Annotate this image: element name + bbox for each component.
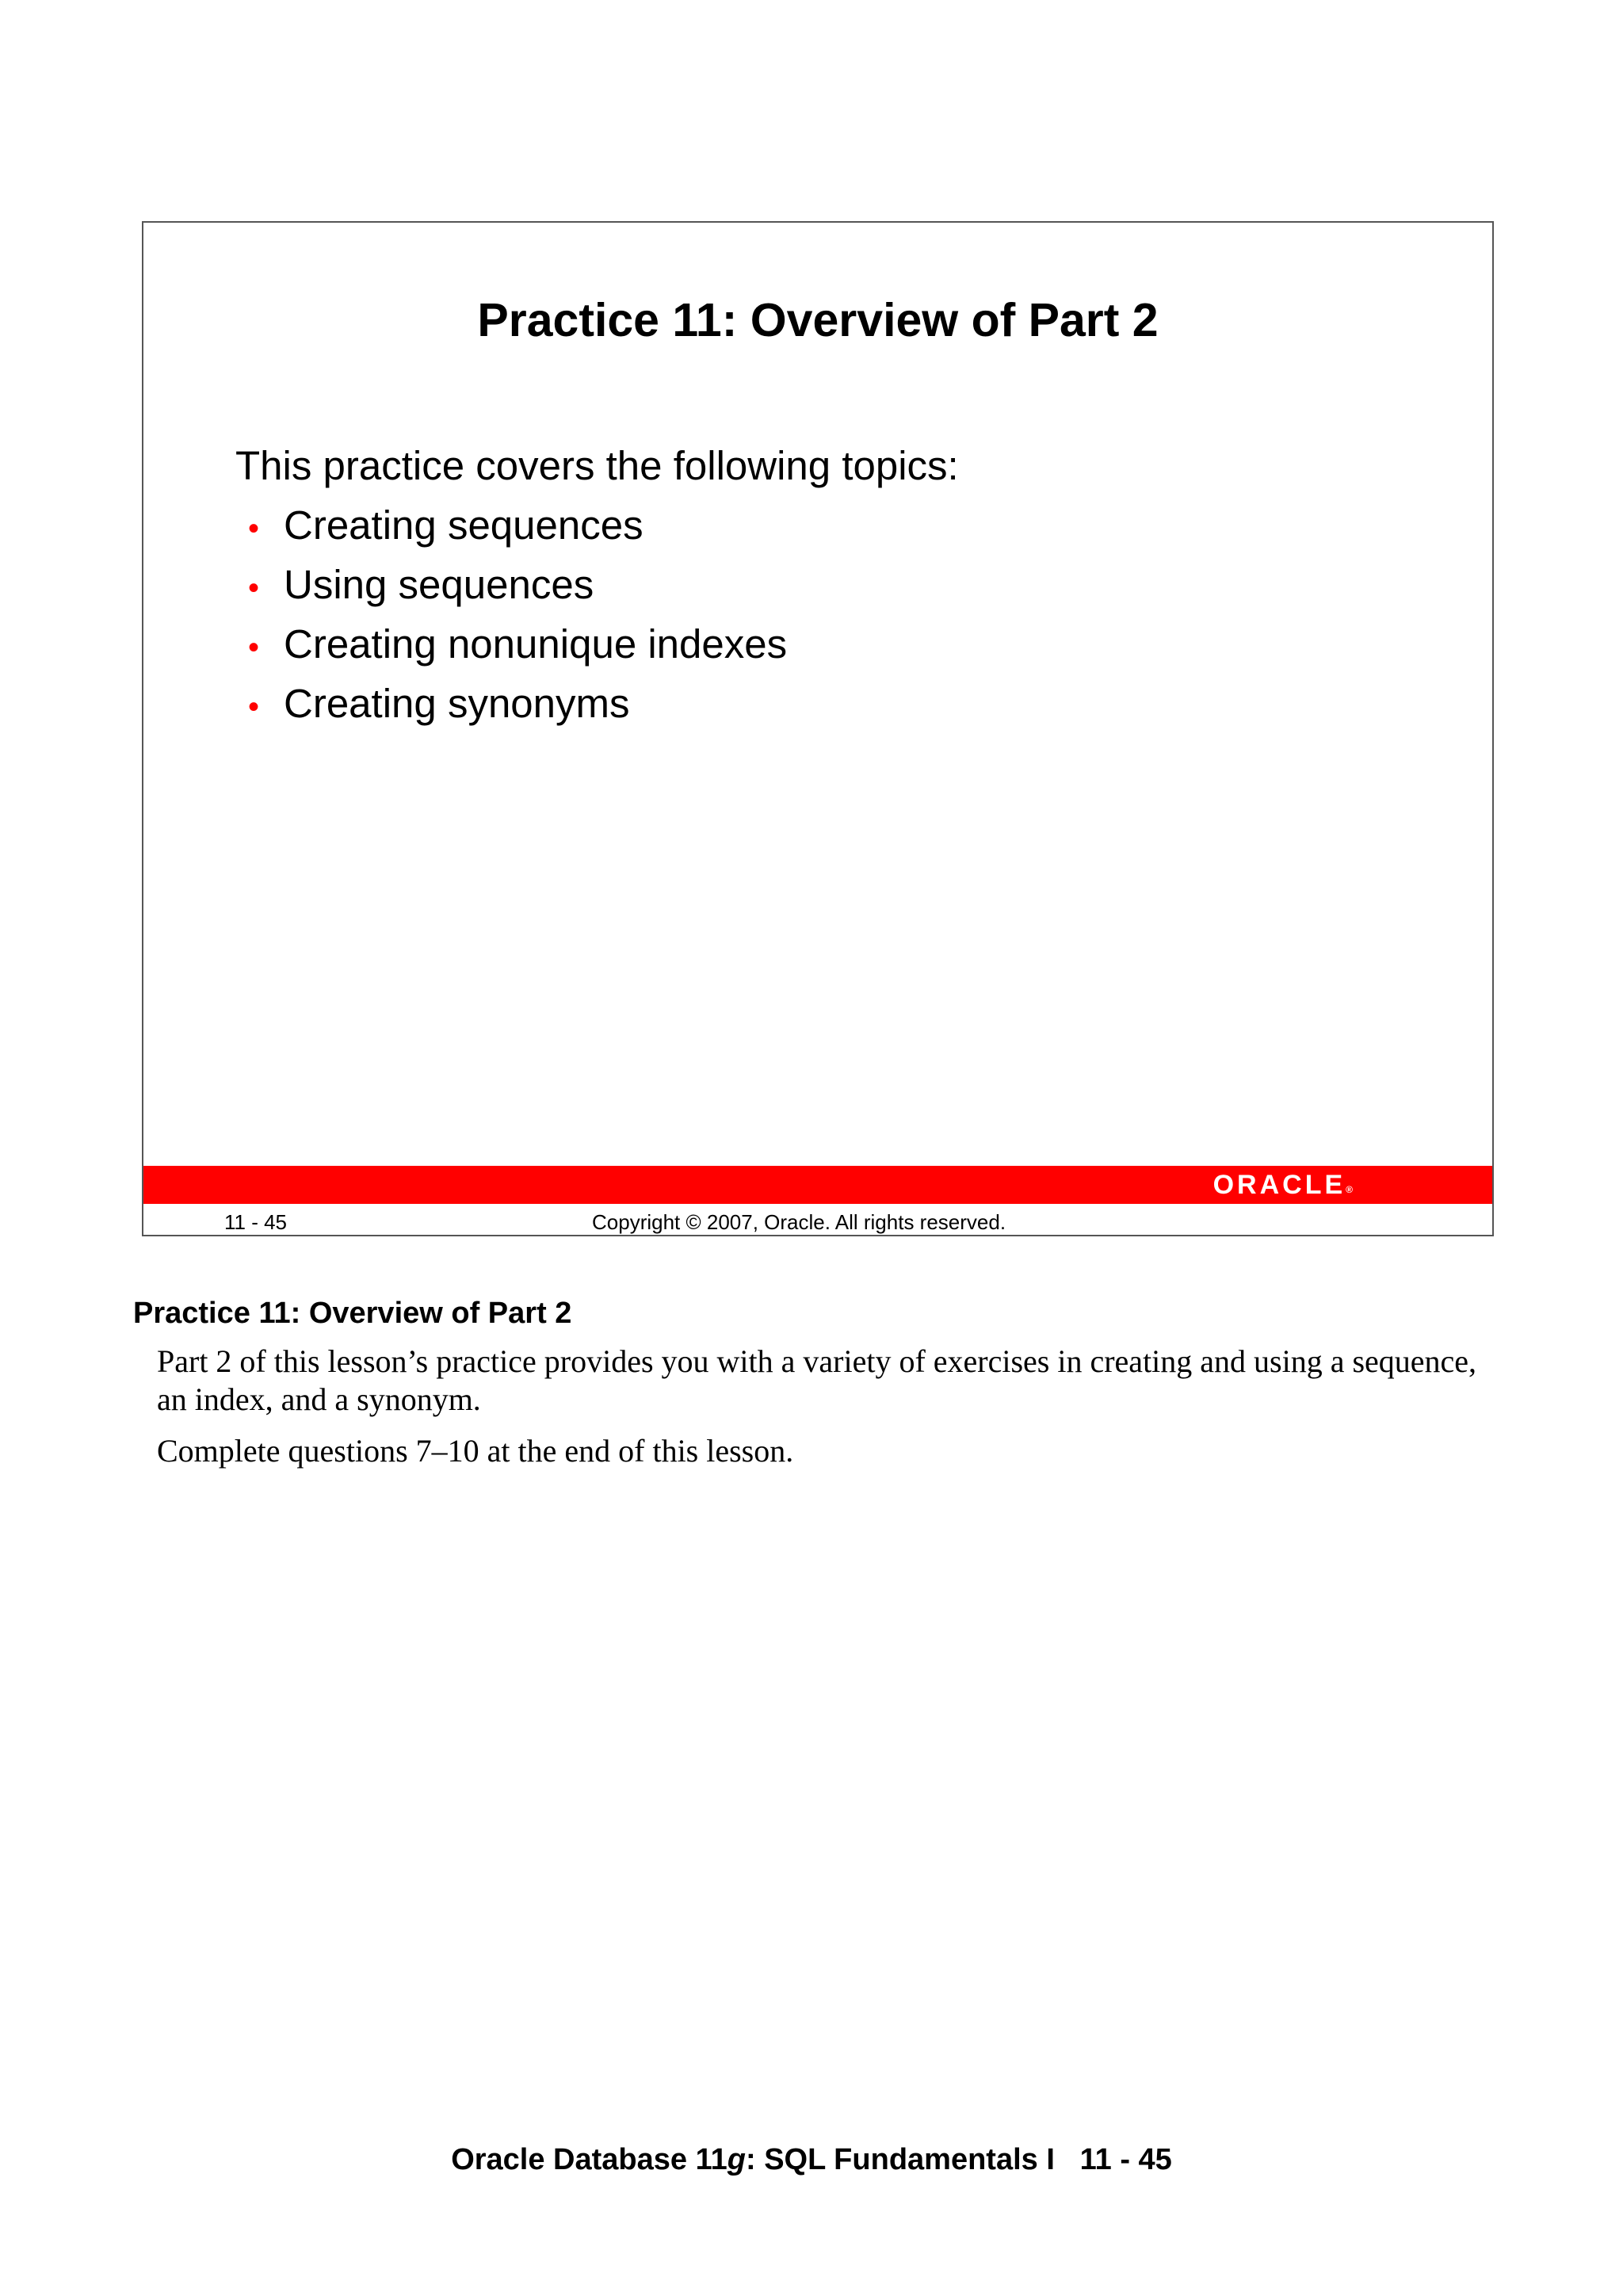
notes-heading: Practice 11: Overview of Part 2 [133,1297,572,1330]
slide-number: 11 - 45 [224,1210,288,1234]
topic-list [248,502,787,739]
slide-copyright: Copyright © 2007, Oracle. All rights reserved. [592,1210,1006,1234]
slide-intro: This practice covers the following topics: [235,443,959,488]
bullet-icon: • [248,511,260,546]
list-item [248,680,787,739]
bullet-icon: • [248,690,260,724]
footer-title-end: : SQL Fundamentals I [745,2143,1055,2176]
bullet-icon: • [248,630,260,665]
notes-paragraph: Part 2 of this lesson’s practice provides you with a variety of exercises in creating and using a sequence, an index, and a synonym. [157,1343,1477,1417]
list-item [248,502,787,561]
list-item [248,621,787,680]
notes-paragraph: Complete questions 7–10 at the end of this lesson. [157,1433,794,1469]
list-item [248,561,787,621]
brand-band [143,1166,1492,1204]
list-item-label: Creating synonyms [284,681,630,726]
oracle-logo-text: ORACLE [1212,1170,1346,1200]
slide-title: Practice 11: Overview of Part 2 [477,294,1159,346]
bullet-icon: • [248,571,260,606]
oracle-logo [1213,1169,1353,1201]
slide-frame [142,221,1494,1236]
footer-page-number: 11 - 45 [1079,2143,1172,2176]
page-footer [0,2141,1623,2178]
footer-title-start: Oracle Database 11 [451,2143,727,2176]
list-item-label: Using sequences [284,562,594,607]
footer-title-italic: g [727,2143,746,2176]
list-item-label: Creating sequences [284,502,643,548]
registered-mark: ® [1346,1184,1353,1195]
list-item-label: Creating nonunique indexes [284,621,788,667]
